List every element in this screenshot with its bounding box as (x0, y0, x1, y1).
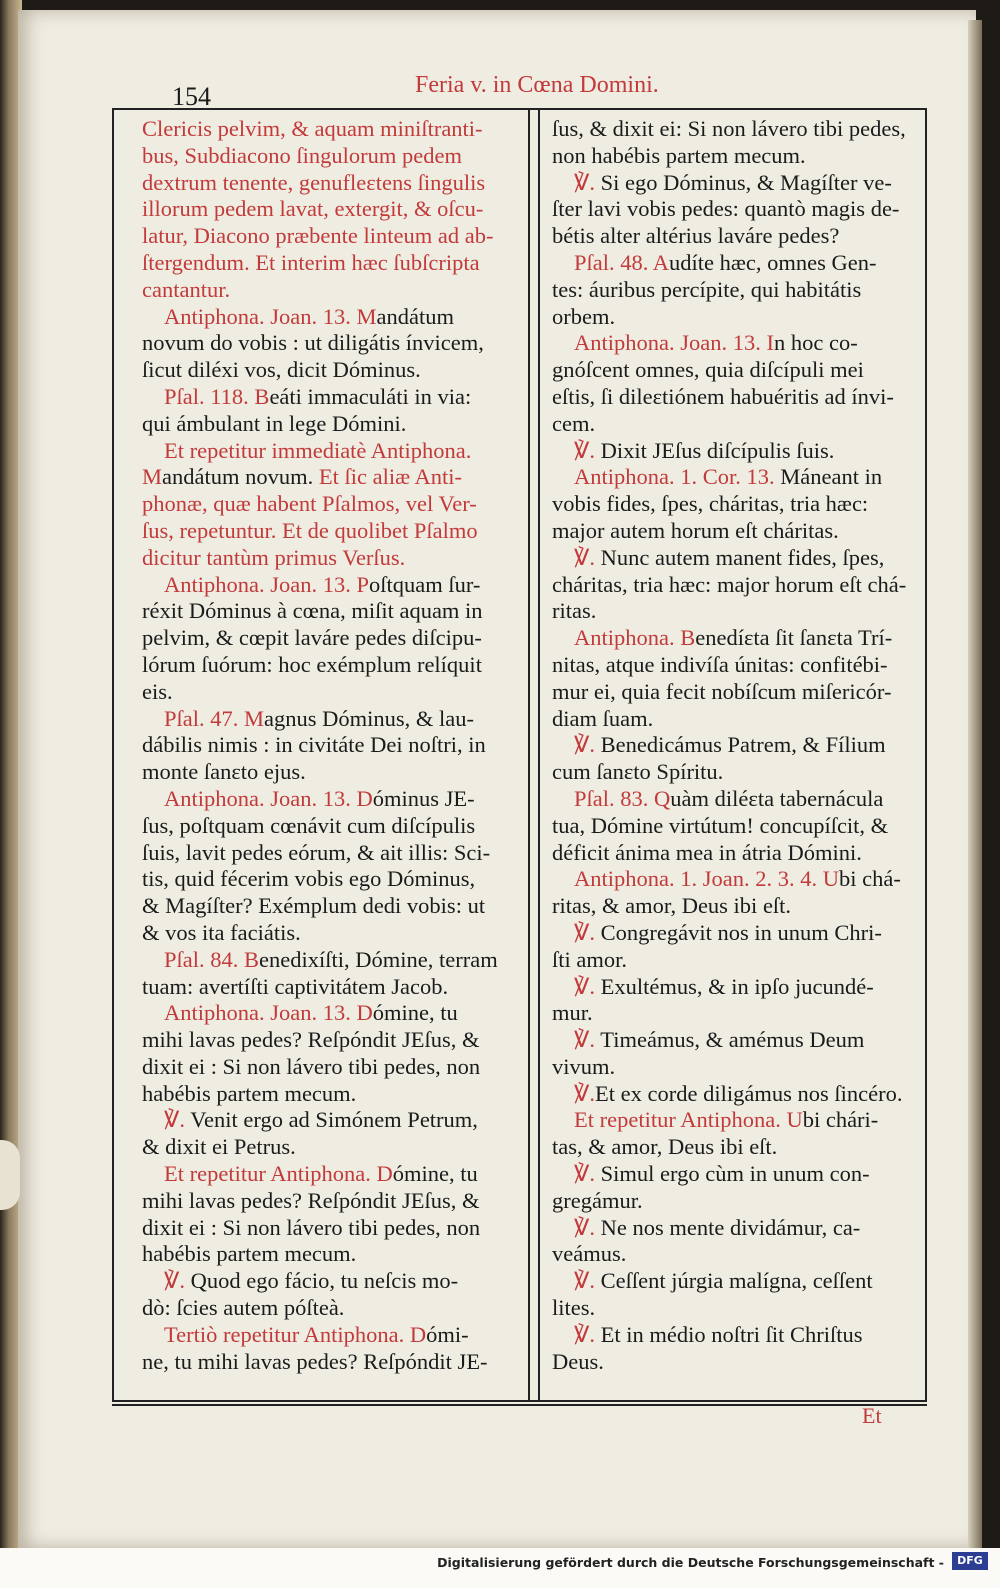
body-text: nitas, atque indivíſa únitas: confitébi- (552, 651, 888, 677)
text-line (552, 866, 920, 893)
body-text: ritas, & amor, Deus ibi eſt. (552, 893, 792, 919)
body-text: Máneant in (780, 464, 883, 490)
text-line (142, 357, 520, 384)
text-line (142, 116, 520, 143)
rubric-text: illorum pedem lavat, extergit, & oſcu- (142, 196, 484, 222)
text-line (142, 518, 520, 545)
text-line (552, 652, 920, 679)
text-line (552, 759, 920, 786)
rubric-text: Tertiò repetitur Antiphona. D (164, 1321, 427, 1347)
text-line (142, 304, 520, 331)
rubric-text: ℣. (574, 544, 596, 570)
text-line (552, 357, 920, 384)
body-text: tua, Dómine virtútum! concupíſcit, & (552, 812, 889, 838)
text-line (552, 598, 920, 625)
rubric-text: ℣. (574, 973, 596, 999)
rubric-text: ℣. (574, 732, 596, 758)
body-text: Congregávit nos in unum Chri- (595, 919, 882, 945)
rubric-text: Antiphona. B (574, 625, 696, 651)
text-line (142, 1107, 520, 1134)
body-text: ſus, & dixit ei: Si non lávero tibi pedes, (552, 116, 906, 141)
text-line (142, 813, 520, 840)
body-text: eſtis, ſi dileɛtiónem habuéritis ad ínvi- (552, 383, 894, 409)
text-line (142, 277, 520, 304)
rubric-text: ℣. (164, 1268, 186, 1294)
body-text: ómine, tu (372, 1000, 458, 1026)
rubric-text: cantantur. (142, 276, 231, 302)
body-text: bi chá- (838, 866, 901, 892)
text-line (552, 545, 920, 572)
body-text: agnus Dóminus, & lau- (264, 705, 474, 731)
body-text: udíte hæc, omnes Gen- (669, 249, 877, 275)
text-line (142, 598, 520, 625)
page-number: 154 (172, 82, 211, 111)
text-line (552, 1295, 920, 1322)
body-text: mur. (552, 1000, 593, 1026)
rubric-text: Antiphona. Joan. 13. M (164, 303, 377, 329)
rubric-text: ℣. (574, 1321, 596, 1347)
body-text: pelvim, & cœpit laváre pedes diſcipu- (142, 625, 482, 651)
body-text: habébis partem mecum. (142, 1080, 357, 1106)
text-line (552, 625, 920, 652)
body-text: mur ei, quia fecit nobíſcum miſericór- (552, 678, 892, 704)
body-text: major autem horum eſt cháritas. (552, 517, 839, 543)
body-text: ſus, poſtquam cœnávit cum diſcípulis (142, 812, 476, 838)
text-line (552, 947, 920, 974)
body-text: vobis fides, ſpes, cháritas, tria hæc: (552, 491, 869, 517)
text-line (142, 1054, 520, 1081)
body-text: tas, & amor, Deus ibi eſt. (552, 1134, 778, 1160)
text-line (552, 277, 920, 304)
body-text: lites. (552, 1295, 596, 1321)
rubric-text: Antiphona. Joan. 13. D (164, 1000, 373, 1026)
text-line (142, 652, 520, 679)
text-line (552, 1215, 920, 1242)
text-line (142, 464, 520, 491)
text-line (142, 1241, 520, 1268)
text-line (552, 1081, 920, 1108)
rubric-text: ℣. (574, 1161, 596, 1187)
dfg-logo: DFG (952, 1552, 988, 1570)
body-text: ritas. (552, 598, 597, 624)
rubric-text: ℣. (574, 169, 596, 195)
text-line (552, 1107, 920, 1134)
text-line (142, 330, 520, 357)
text-line (552, 572, 920, 599)
body-text: andátum (376, 303, 454, 329)
body-text: n hoc co- (773, 330, 858, 356)
rubric-text: Et repetitur Antiphona. D (164, 1161, 393, 1187)
body-text: dixit ei : Si non lávero tibi pedes, non (142, 1214, 481, 1240)
text-line (552, 974, 920, 1001)
rubric-text: ℣. (574, 437, 596, 463)
body-text: gnóſcent omnes, quia diſcípuli mei (552, 357, 864, 383)
text-line (142, 840, 520, 867)
text-line (552, 491, 920, 518)
text-line (142, 759, 520, 786)
text-line (142, 947, 520, 974)
text-line (142, 1188, 520, 1215)
text-line (552, 170, 920, 197)
body-text: Benedicámus Patrem, & Fílium (595, 732, 886, 758)
body-text: lórum ſuórum: hoc exémplum relíquit (142, 651, 482, 677)
text-line (142, 679, 520, 706)
text-line (552, 411, 920, 438)
rubric-text: ſtergendum. Et interim hæc ſubſcripta (142, 249, 480, 275)
right-column (552, 116, 920, 1375)
body-text: vivum. (552, 1053, 616, 1079)
text-line (552, 1027, 920, 1054)
body-text: Ceſſent júrgia malígna, ceſſent (595, 1268, 873, 1294)
body-text: Et ex corde diligámus nos ſincéro. (595, 1080, 903, 1106)
rubric-text: Antiphona. Joan. 13. D (164, 785, 373, 811)
text-line (552, 1349, 920, 1376)
text-line (552, 1054, 920, 1081)
rubric-text: ℣. (574, 1027, 596, 1053)
text-line (142, 438, 520, 465)
text-line (552, 786, 920, 813)
text-line (552, 920, 920, 947)
text-line (142, 1081, 520, 1108)
body-text: tuam: avertíſti captivitátem Jacob. (142, 973, 449, 999)
body-text: déficit ánima mea in átria Dómini. (552, 839, 862, 865)
text-line (142, 1322, 520, 1349)
body-text: Deus. (552, 1348, 604, 1374)
text-line (142, 1134, 520, 1161)
body-text: Quod ego fácio, tu neſcis mo- (185, 1268, 459, 1294)
rubric-text: dicitur tantùm primus Verſus. (142, 544, 406, 570)
left-column (142, 116, 520, 1375)
catchword: Et (862, 1403, 882, 1428)
text-line (552, 518, 920, 545)
body-text: & dixit ei Petrus. (142, 1134, 296, 1160)
body-text: Ne nos mente dividámur, ca- (595, 1214, 861, 1240)
body-text: habébis partem mecum. (142, 1241, 357, 1267)
text-line (552, 438, 920, 465)
text-line (552, 196, 920, 223)
body-text: diam ſuam. (552, 705, 654, 731)
rubric-text: dextrum tenente, genufleɛtens ſingulis (142, 169, 486, 195)
rubric-text: ℣. (574, 1080, 596, 1106)
body-text: oſtquam ſur- (369, 571, 481, 597)
rubric-text: Pſal. 84. B (164, 946, 260, 972)
body-text: ſti amor. (552, 946, 627, 972)
text-line (552, 1188, 920, 1215)
text-line (142, 920, 520, 947)
text-line (552, 304, 920, 331)
rubric-text: Antiphona. 1. Joan. 2. 3. 4. U (574, 866, 839, 892)
body-text: Timeámus, & amémus Deum (595, 1027, 865, 1053)
text-line (142, 545, 520, 572)
text-line (552, 840, 920, 867)
rubric-text: Antiphona. Joan. 13. I (574, 330, 774, 356)
body-text: ſicut diléxi vos, dicit Dóminus. (142, 357, 421, 383)
body-text: eis. (142, 678, 173, 704)
text-line (552, 706, 920, 733)
body-text: tes: áuribus percípite, qui habitátis (552, 276, 862, 302)
text-line (142, 1295, 520, 1322)
body-text: & Magíſter? Exémplum dedi vobis: ut (142, 893, 486, 919)
rubric-text: Pſal. 48. A (574, 249, 670, 275)
text-line (552, 143, 920, 170)
text-line (142, 1161, 520, 1188)
body-text: non habébis partem mecum. (552, 142, 806, 168)
text-line (142, 1027, 520, 1054)
body-text: gregámur. (552, 1187, 643, 1213)
text-line (552, 1241, 920, 1268)
rubric-text: ſus, repetuntur. Et de quolibet Pſalmo (142, 517, 478, 543)
rubric-text: ℣. (574, 1268, 596, 1294)
text-line (142, 974, 520, 1001)
text-line (142, 1000, 520, 1027)
body-text: Venit ergo ad Simónem Petrum, (185, 1107, 478, 1133)
body-text: cum ſanɛto Spíritu. (552, 759, 724, 785)
body-text: dábilis nimis : in civitáte Dei noſtri, in (142, 732, 486, 758)
frame-bottom-rule (112, 1404, 927, 1406)
body-text: Dixit JEſus diſcípulis ſuis. (595, 437, 835, 463)
body-text: bi chári- (802, 1107, 879, 1133)
body-text: bétis alter altérius laváre pedes? (552, 223, 840, 249)
rubric-text: M (142, 464, 163, 490)
body-text: uàm diléɛta tabernácula (670, 785, 884, 811)
rubric-text: Et ſic aliæ Anti- (318, 464, 462, 490)
text-line (552, 250, 920, 277)
rubric-text: ℣. (164, 1107, 186, 1133)
body-text: orbem. (552, 303, 616, 329)
text-line (142, 786, 520, 813)
body-text: Nunc autem manent fides, ſpes, (595, 544, 885, 570)
body-text: réxit Dóminus à cœna, miſit aquam in (142, 598, 483, 624)
thumb-tab (0, 1140, 20, 1210)
body-text: eáti immaculáti in via: (269, 383, 472, 409)
running-title: Feria v. in Cœna Domini. (415, 72, 659, 98)
text-line (142, 384, 520, 411)
page-edge (968, 20, 982, 1548)
body-text: & vos ita faciátis. (142, 919, 301, 945)
body-text: Exultémus, & in ipſo jucundé- (595, 973, 874, 999)
text-line (552, 893, 920, 920)
body-text: cháritas, tria hæc: major horum eſt chá- (552, 571, 907, 597)
text-line (552, 679, 920, 706)
body-text: Simul ergo cùm in unum con- (595, 1161, 870, 1187)
rubric-text: ℣. (574, 1214, 596, 1240)
body-text: enedíɛta ſit ſanɛta Trí- (695, 625, 893, 651)
rubric-text: ℣. (574, 919, 596, 945)
body-text: Et in médio noſtri ſit Chriſtus (595, 1321, 863, 1347)
text-line (552, 1268, 920, 1295)
rubric-text: Et repetitur immediatè Antiphona. (164, 437, 472, 463)
rubric-text: Clericis pelvim, & aquam miniſtranti- (142, 116, 483, 141)
rubric-text: bus, Subdiacono ſingulorum pedem (142, 142, 462, 168)
body-text: monte ſanɛto ejus. (142, 759, 306, 785)
text-line (142, 143, 520, 170)
body-text: tis, quid fécerim vobis ego Dóminus, (142, 866, 476, 892)
text-line (142, 1215, 520, 1242)
rubric-text: phonæ, quæ habent Pſalmos, vel Ver- (142, 491, 477, 517)
text-line (142, 732, 520, 759)
body-text: qui ámbulant in lege Dómini. (142, 410, 407, 436)
body-text: veámus. (552, 1241, 627, 1267)
text-line (142, 411, 520, 438)
body-text: enedixíſti, Dómine, terram (259, 946, 498, 972)
text-line (552, 732, 920, 759)
text-line (552, 1161, 920, 1188)
rubric-text: Pſal. 47. M (164, 705, 265, 731)
body-text: mihi lavas pedes? Reſpóndit JEſus, & (142, 1027, 480, 1053)
text-line (552, 464, 920, 491)
text-line (552, 116, 920, 143)
body-text: Si ego Dóminus, & Magíſter ve- (595, 169, 892, 195)
column-divider (538, 108, 540, 1402)
body-text: ſter lavi vobis pedes: quantò magis de- (552, 196, 900, 222)
body-text: ne, tu mihi lavas pedes? Reſpóndit JE- (142, 1348, 488, 1374)
body-text: novum do vobis : ut diligátis ínvicem, (142, 330, 484, 356)
body-text: dò: ſcies autem póſteà. (142, 1295, 345, 1321)
text-line (552, 813, 920, 840)
text-line (142, 1349, 520, 1376)
rubric-text: Et repetitur Antiphona. U (574, 1107, 803, 1133)
body-text: mihi lavas pedes? Reſpóndit JEſus, & (142, 1187, 480, 1213)
text-line (552, 330, 920, 357)
text-line (552, 1000, 920, 1027)
text-line (142, 625, 520, 652)
text-line (142, 706, 520, 733)
text-line (552, 1134, 920, 1161)
body-text: ómi- (426, 1321, 469, 1347)
text-line (142, 866, 520, 893)
text-line (552, 223, 920, 250)
text-line (142, 170, 520, 197)
text-line (552, 1322, 920, 1349)
body-text: ſuis, lavit pedes eórum, & ait illis: Sci- (142, 839, 491, 865)
text-line (142, 1268, 520, 1295)
rubric-text: Pſal. 118. B (164, 383, 270, 409)
column-divider (528, 108, 530, 1402)
text-line (552, 384, 920, 411)
body-text: óminus JE- (372, 785, 475, 811)
rubric-text: Antiphona. Joan. 13. P (164, 571, 369, 597)
text-line (142, 491, 520, 518)
rubric-text: latur, Diacono præbente linteum ad ab- (142, 223, 494, 249)
rubric-text: Pſal. 83. Q (574, 785, 671, 811)
body-text: andátum novum. (162, 464, 319, 490)
text-line (142, 250, 520, 277)
body-text: cem. (552, 410, 596, 436)
text-line (142, 223, 520, 250)
text-line (142, 572, 520, 599)
text-line (142, 196, 520, 223)
digitization-credit: Digitalisierung gefördert durch die Deutsche Forschungsgemeinschaft - (437, 1555, 944, 1570)
text-line (142, 893, 520, 920)
body-text: ómine, tu (392, 1161, 478, 1187)
body-text: dixit ei : Si non lávero tibi pedes, non (142, 1053, 481, 1079)
rubric-text: Antiphona. 1. Cor. 13. (574, 464, 781, 490)
